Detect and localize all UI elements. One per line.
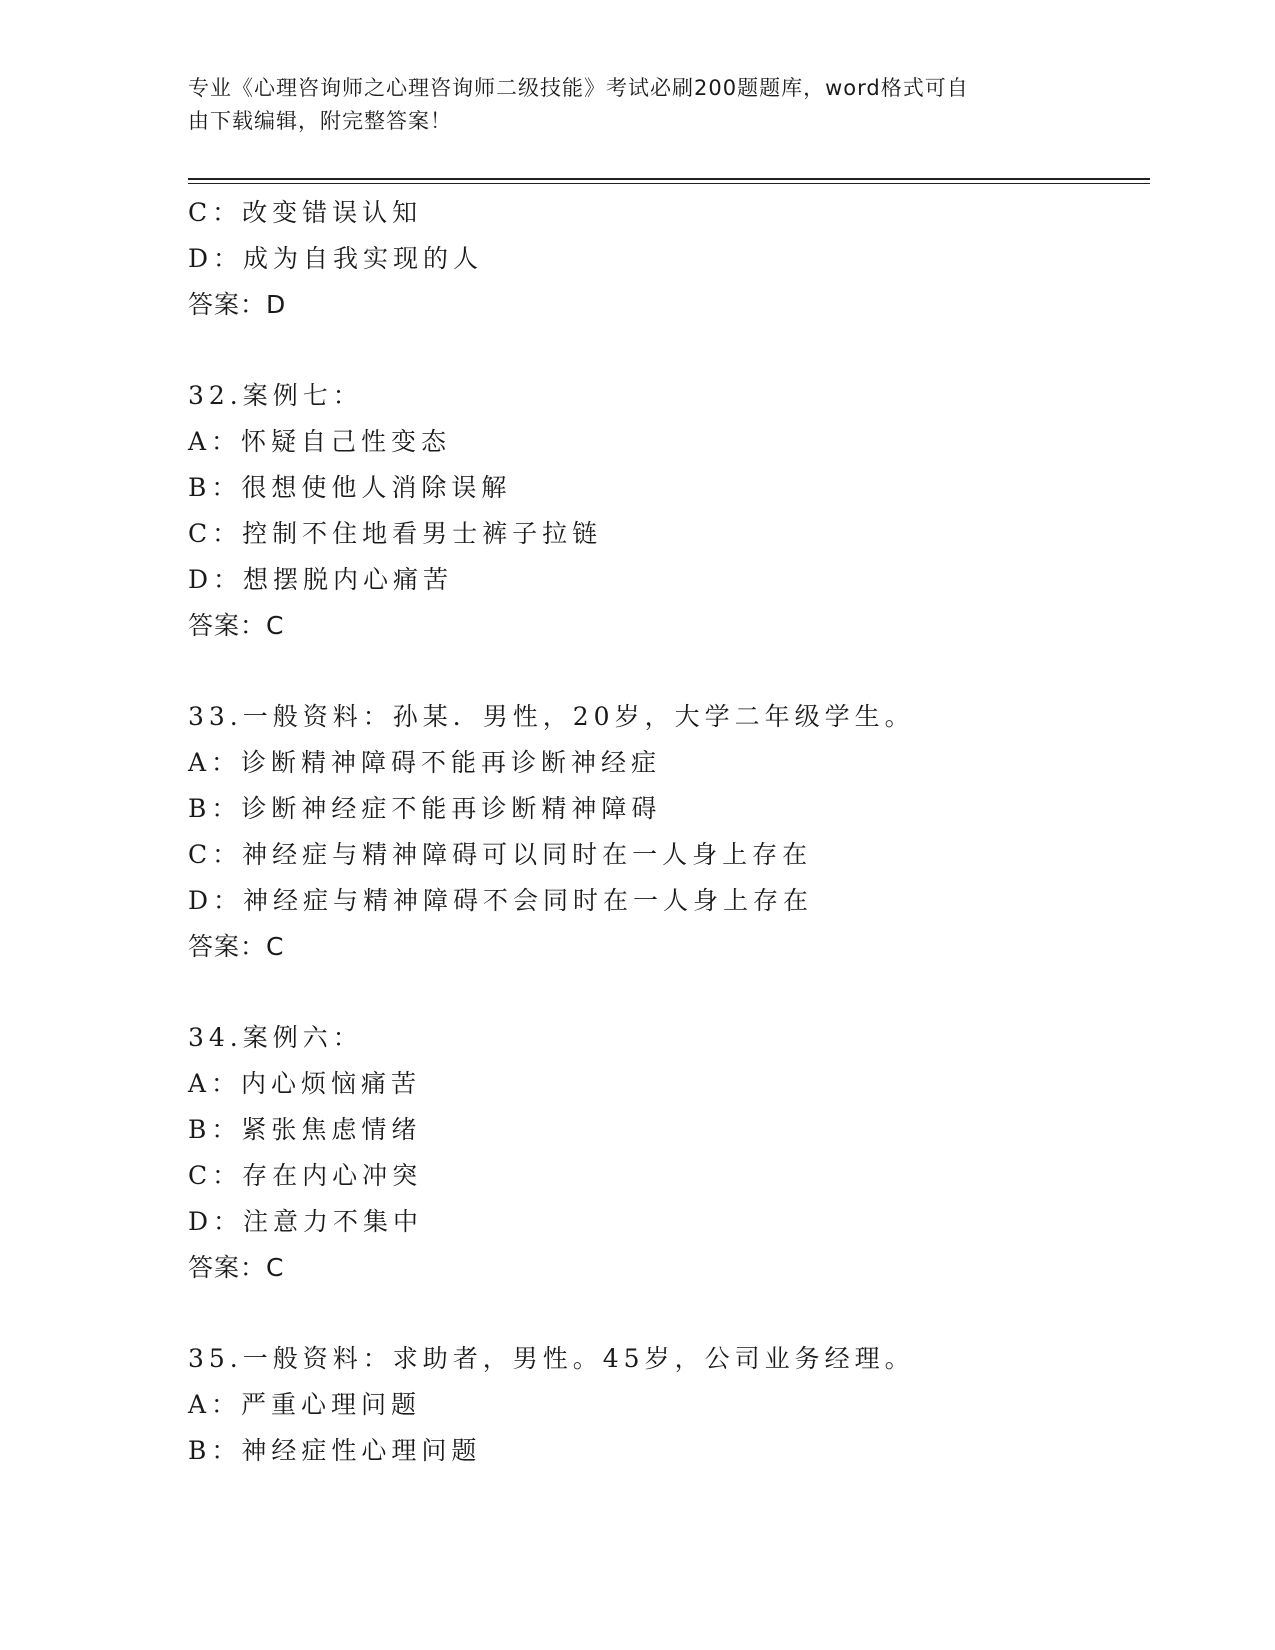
option-b: B：神经症性心理问题	[188, 1436, 482, 1465]
option-b: B：诊断神经症不能再诊断精神障碍	[188, 794, 662, 823]
option-b: B：紧张焦虑情绪	[188, 1115, 422, 1144]
question-stem: 35.一般资料：求助者，男性。45岁，公司业务经理。	[188, 1344, 915, 1373]
question-32	[188, 373, 1148, 649]
header-divider-thick	[188, 178, 1150, 180]
option-b: B：很想使他人消除误解	[188, 473, 512, 502]
answer: 答案：C	[188, 611, 285, 640]
header-divider-thin	[188, 183, 1150, 184]
answer: 答案：C	[188, 932, 285, 961]
option-a: A：内心烦恼痛苦	[188, 1069, 422, 1098]
option-a: A：严重心理问题	[188, 1390, 422, 1419]
option-d: D：注意力不集中	[188, 1207, 424, 1236]
header-line-2: 由下载编辑，附完整答案！	[188, 109, 452, 133]
option-d: D：想摆脱内心痛苦	[188, 565, 454, 594]
document-header	[188, 72, 1088, 138]
question-content	[188, 190, 1148, 1474]
option-c: C：存在内心冲突	[188, 1161, 423, 1190]
option-c: C：神经症与精神障碍可以同时在一人身上存在	[188, 840, 813, 869]
option-d: D：神经症与精神障碍不会同时在一人身上存在	[188, 886, 814, 915]
question-stem: 32.案例七：	[188, 381, 363, 410]
option-a: A：怀疑自己性变态	[188, 427, 452, 456]
question-35	[188, 1336, 1148, 1474]
header-line-1: 专业《心理咨询师之心理咨询师二级技能》考试必刷200题题库，word格式可自	[188, 76, 969, 100]
option-a: A：诊断精神障碍不能再诊断神经症	[188, 748, 662, 777]
option-c: C：控制不住地看男士裤子拉链	[188, 519, 603, 548]
answer: 答案：C	[188, 1253, 285, 1282]
question-33	[188, 694, 1148, 970]
question-31-continuation	[188, 190, 1148, 328]
question-34	[188, 1015, 1148, 1291]
answer: 答案：D	[188, 290, 287, 319]
question-stem: 34.案例六：	[188, 1023, 363, 1052]
question-stem: 33.一般资料：孙某．男性，20岁，大学二年级学生。	[188, 702, 915, 731]
option-d: D：成为自我实现的人	[188, 244, 484, 273]
option-c: C：改变错误认知	[188, 198, 423, 227]
